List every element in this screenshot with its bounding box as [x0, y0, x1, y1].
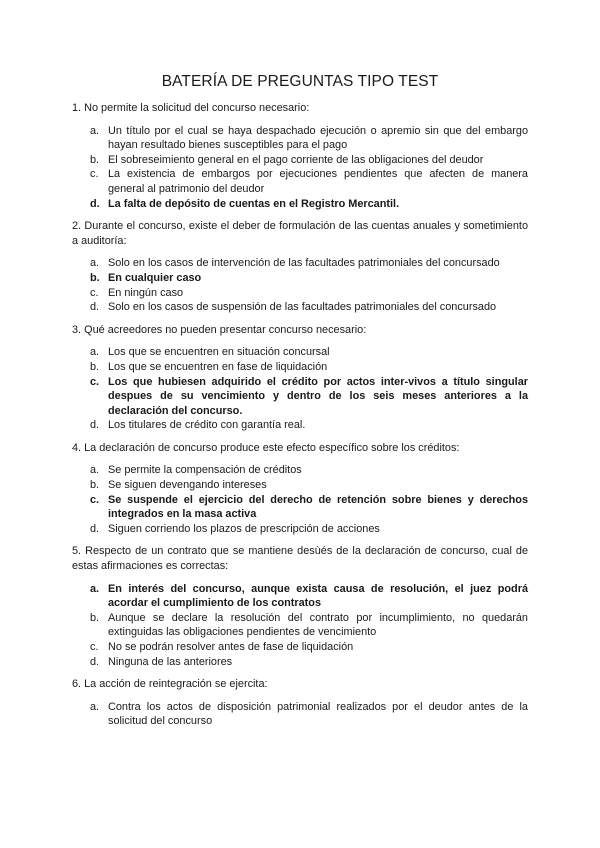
- answer-option: [72, 167, 528, 196]
- option-text: Aunque se declare la resolución del contrato por incumplimiento, no quedarán extinguidas las obligaciones pendientes de vencimiento: [108, 611, 528, 639]
- option-text: El sobreseimiento general en el pago corriente de las obligaciones del deudor: [108, 153, 484, 166]
- option-letter: b.: [90, 611, 100, 624]
- answer-option: [72, 345, 528, 360]
- option-list: [72, 256, 528, 314]
- question-text: 3. Qué acreedores no pueden presentar concurso necesario:: [72, 323, 367, 336]
- answer-option: [72, 611, 528, 640]
- answer-option: [72, 522, 528, 537]
- answer-option: [72, 640, 528, 655]
- option-text: Un título por el cual se haya despachado ejecución o apremio sin que del embargo hayan resultado bienes susceptibles para el pago: [108, 124, 528, 152]
- correct-answer-option: [72, 271, 528, 286]
- option-letter: c.: [90, 375, 100, 388]
- option-text: No se podrán resolver antes de fase de liquidación: [108, 641, 354, 653]
- answer-option: [72, 153, 528, 168]
- option-text: La existencia de embargos por ejecuciones pendientes que afecten de manera general al patrimonio del deudor: [108, 168, 528, 195]
- option-letter: d.: [90, 419, 100, 432]
- option-letter: a.: [90, 582, 100, 595]
- option-list: [72, 700, 528, 729]
- option-letter: a.: [90, 700, 100, 713]
- question-list: [72, 101, 528, 729]
- correct-answer-option: [72, 197, 528, 212]
- page-title: BATERÍA DE PREGUNTAS TIPO TEST: [161, 73, 439, 90]
- question-text: 5. Respecto de un contrato que se mantiene desùés de la declaración de concurso, cual de estas afirmaciones es correctas:: [72, 545, 528, 573]
- option-letter: d.: [90, 197, 100, 210]
- question-4: [72, 441, 528, 537]
- option-letter: b.: [90, 153, 100, 166]
- option-letter: a.: [90, 257, 100, 270]
- answer-option: [72, 286, 528, 301]
- correct-answer-option: [72, 493, 528, 522]
- question-text: 6. La acción de reintegración se ejercita:: [72, 678, 268, 691]
- option-letter: b.: [90, 479, 100, 492]
- option-text: En cualquier caso: [108, 271, 202, 284]
- option-text: Los que se encuentren en fase de liquidación: [108, 360, 328, 373]
- question-6: [72, 677, 528, 729]
- option-letter: c.: [90, 641, 99, 653]
- option-list: [72, 582, 528, 670]
- option-text: Ninguna de las anteriores: [108, 655, 233, 668]
- option-text: Los titulares de crédito con garantía real.: [108, 419, 306, 432]
- option-letter: c.: [90, 286, 99, 299]
- option-text: Se siguen devengando intereses: [108, 479, 267, 492]
- option-letter: d.: [90, 522, 100, 535]
- answer-option: [72, 300, 528, 315]
- question-text: 1. No permite la solicitud del concurso necesario:: [72, 102, 310, 114]
- correct-answer-option: [72, 375, 528, 419]
- question-5: [72, 544, 528, 669]
- question-1: [72, 101, 528, 211]
- correct-answer-option: [72, 582, 528, 611]
- option-list: [72, 345, 528, 433]
- option-letter: d.: [90, 301, 100, 314]
- option-text: Los que hubiesen adquirido el crédito por actos inter-vivos a título singular despues de su vencimiento y dentro de los seis meses anteriores a la declaración del concurso.: [108, 375, 528, 417]
- option-text: Solo en los casos de suspensión de las facultades patrimoniales del concursado: [108, 301, 497, 314]
- question-text: 4. La declaración de concurso produce este efecto específico sobre los créditos:: [72, 441, 460, 454]
- question-3: [72, 323, 528, 433]
- answer-option: [72, 124, 528, 153]
- option-letter: d.: [90, 655, 100, 668]
- answer-option: [72, 418, 528, 433]
- option-text: Contra los actos de disposición patrimonial realizados por el deudor antes de la solicitud del concurso: [108, 700, 528, 728]
- answer-option: [72, 256, 528, 271]
- answer-option: [72, 655, 528, 670]
- option-text: En ningún caso: [108, 286, 184, 299]
- answer-option: [72, 360, 528, 375]
- option-letter: b.: [90, 360, 100, 373]
- option-text: En interés del concurso, aunque exista causa de resolución, el juez podrá acordar el cumplimiento de los contratos: [108, 582, 528, 610]
- option-text: Solo en los casos de intervención de las facultades patrimoniales del concursado: [108, 257, 500, 270]
- answer-option: [72, 478, 528, 493]
- answer-option: [72, 463, 528, 478]
- option-text: Se permite la compensación de créditos: [108, 464, 302, 477]
- option-list: [72, 124, 528, 212]
- answer-option: [72, 700, 528, 729]
- option-list: [72, 463, 528, 536]
- option-letter: a.: [90, 124, 100, 137]
- option-text: Los que se encuentren en situación concursal: [108, 346, 330, 359]
- option-letter: a.: [90, 346, 100, 359]
- option-text: Siguen corriendo los plazos de prescripción de acciones: [108, 522, 380, 535]
- option-letter: c.: [90, 168, 99, 181]
- question-2: [72, 219, 528, 315]
- option-text: La falta de depósito de cuentas en el Registro Mercantil.: [108, 197, 400, 210]
- option-letter: c.: [90, 493, 100, 506]
- option-letter: a.: [90, 464, 100, 477]
- option-letter: b.: [90, 271, 100, 284]
- question-text: 2. Durante el concurso, existe el deber de formulación de las cuentas anuales y sometimiento a auditoría:: [72, 220, 528, 247]
- option-text: Se suspende el ejercicio del derecho de retención sobre bienes y derechos integrados en la masa activa: [108, 493, 528, 521]
